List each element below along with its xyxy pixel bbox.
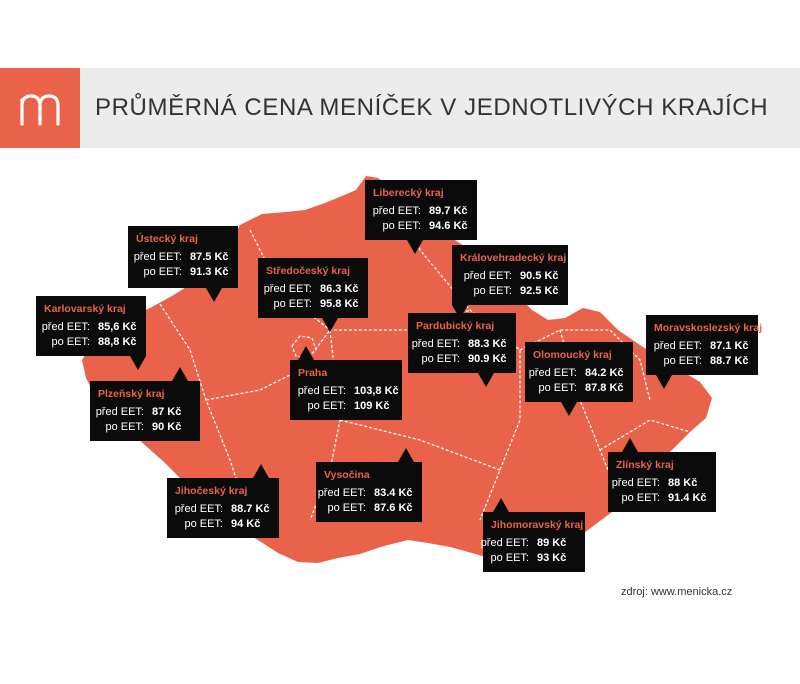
region-vysocina: Vysočina před EET: 83.4 Kč po EET: 87.6 Kč (316, 462, 422, 522)
pointer (130, 356, 146, 370)
region-name: Karlovarský kraj (44, 303, 126, 315)
price-after: 88,8 Kč (98, 336, 137, 348)
region-name: Pardubický kraj (416, 320, 495, 332)
price-before: 88 Kč (668, 477, 698, 489)
region-name: Plzeňský kraj (98, 388, 165, 400)
pointer (172, 367, 188, 381)
price-before: 88.7 Kč (231, 503, 270, 515)
page-title: PRŮMĚRNÁ CENA MENÍČEK V JEDNOTLIVÝCH KRAJÍCH (95, 94, 769, 121)
pointer (493, 498, 509, 512)
price-after: 88.7 Kč (710, 355, 749, 367)
price-after: 91.4 Kč (668, 492, 707, 504)
price-before: 89 Kč (537, 537, 567, 549)
price-before: 88.3 Kč (468, 338, 507, 350)
region-stredocesky: Středočeský kraj před EET: 86.3 Kč po EET: 95.8 Kč (258, 258, 368, 318)
price-after: 87.8 Kč (585, 382, 624, 394)
price-before: 89.7 Kč (429, 205, 468, 217)
region-praha: Praha před EET: 103,8 Kč po EET: 109 Kč (290, 360, 402, 420)
price-before: 86.3 Kč (320, 283, 359, 295)
region-plzensky: Plzeňský kraj před EET: 87 Kč po EET: 90 Kč (90, 381, 200, 441)
price-after: 109 Kč (354, 400, 390, 412)
pointer (478, 373, 494, 387)
pointer (322, 318, 338, 332)
pointer (206, 288, 222, 302)
price-before: 83.4 Kč (374, 487, 413, 499)
price-before: 87.5 Kč (190, 251, 229, 263)
pointer (298, 346, 314, 360)
region-pardubicky: Pardubický kraj před EET: 88.3 Kč po EET: 90.9 Kč (408, 313, 516, 373)
region-name: Liberecký kraj (373, 187, 444, 199)
price-before: 87.1 Kč (710, 340, 749, 352)
pointer (622, 438, 638, 452)
pointer (656, 375, 672, 389)
region-jihomoravsky: Jihomoravský kraj před EET: 89 Kč po EET: 93 Kč (483, 512, 585, 572)
region-name: Jihočeský kraj (175, 485, 248, 497)
region-name: Vysočina (324, 469, 370, 481)
pointer (407, 240, 423, 254)
price-before: 87 Kč (152, 406, 182, 418)
region-ustecky: Ústecký kraj před EET: 87.5 Kč po EET: 91.3 Kč (128, 226, 238, 288)
price-after: 95.8 Kč (320, 298, 359, 310)
region-name: Olomoucký kraj (533, 349, 612, 361)
region-karlovarsky: Karlovarský kraj před EET: 85,6 Kč po EET: 88,8 Kč (36, 296, 146, 356)
pointer (253, 464, 269, 478)
region-kralovehradecky: Královehradecký kraj před EET: 90.5 Kč po EET: 92.5 Kč (452, 245, 568, 305)
region-name: Ústecký kraj (136, 233, 198, 245)
price-after: 94 Kč (231, 518, 261, 530)
price-after: 93 Kč (537, 552, 567, 564)
source-note: zdroj: www.menicka.cz (621, 586, 733, 598)
region-moravskoslezsky: Moravskoslezský kraj před EET: 87.1 Kč po EET: 88.7 Kč (646, 315, 758, 375)
price-before: 103,8 Kč (354, 385, 399, 397)
pointer (561, 402, 577, 416)
price-after: 87.6 Kč (374, 502, 413, 514)
region-liberecky: Liberecký kraj před EET: 89.7 Kč po EET: 94.6 Kč (365, 180, 477, 240)
region-name: Zlínský kraj (616, 459, 674, 471)
region-zlinsky: Zlínský kraj před EET: 88 Kč po EET: 91.4 Kč (608, 452, 716, 512)
price-before: 84.2 Kč (585, 367, 624, 379)
region-name: Praha (298, 367, 328, 379)
region-jihocesky: Jihočeský kraj před EET: 88.7 Kč po EET: 94 Kč (167, 478, 279, 538)
pointer (398, 448, 414, 462)
region-name: Středočeský kraj (266, 265, 351, 277)
price-after: 91.3 Kč (190, 266, 229, 278)
price-before: 90.5 Kč (520, 270, 559, 282)
price-after: 90.9 Kč (468, 353, 507, 365)
region-olomoucky: Olomoucký kraj před EET: 84.2 Kč po EET: 87.8 Kč (525, 342, 633, 402)
region-name: Moravskoslezský kraj (654, 322, 762, 334)
price-before: 85,6 Kč (98, 321, 137, 333)
price-after: 94.6 Kč (429, 220, 468, 232)
price-after: 92.5 Kč (520, 285, 559, 297)
region-name: Jihomoravský kraj (491, 519, 584, 531)
region-name: Královehradecký kraj (460, 252, 567, 264)
price-after: 90 Kč (152, 421, 182, 433)
